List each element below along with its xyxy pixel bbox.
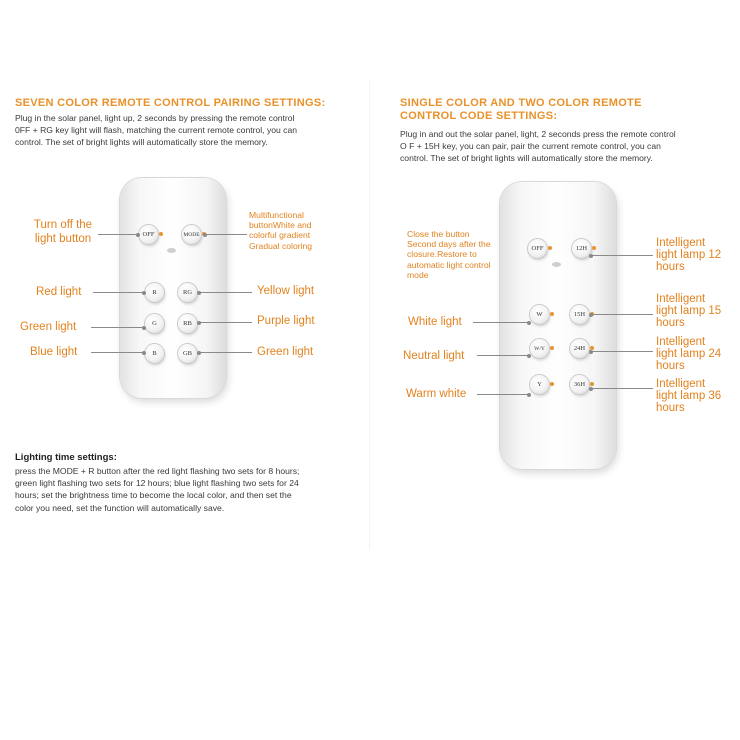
yellow-light-label: Yellow light: [257, 285, 315, 297]
green-light-label: Green light: [20, 321, 77, 333]
white-yellow-button[interactable]: W/Y: [530, 339, 549, 358]
green-leader: [91, 327, 144, 328]
purple-leader: [199, 322, 252, 323]
timing-line: hours; set the brightness time to become the local color, and then set the: [15, 490, 292, 501]
green-right-leader: [199, 352, 252, 353]
turn-off-label: Turn off the light button: [33, 219, 93, 245]
timing-line: color you need, set the function will automatically save.: [15, 502, 225, 513]
timing-title: Lighting time settings:: [15, 452, 117, 463]
lamp-15-leader: [591, 314, 653, 315]
blue-leader: [91, 352, 144, 353]
single-color-title: [400, 97, 642, 123]
lamp-24-label: Intelligent light lamp 24 hours: [656, 336, 722, 372]
ir-sensor: [552, 262, 561, 267]
paragraph-line: control. The set of bright lights will automatically store the memory.: [400, 153, 653, 164]
seven-color-remote: [120, 178, 226, 398]
single-two-color-panel: [370, 0, 740, 740]
warm-leader: [477, 394, 529, 395]
lamp-12-label: Intelligent light lamp 12 hours: [656, 237, 722, 273]
timing-paragraph: [15, 465, 365, 514]
white-light-label: White light: [408, 316, 462, 328]
paragraph-line: Plug in and out the solar panel, light, 2 seconds press the remote control: [400, 129, 676, 139]
warm-white-label: Warm white: [406, 388, 467, 400]
green-blue-button[interactable]: GB: [178, 344, 197, 363]
multifunctional-label: Multifunctional buttonWhite and colorful gradient Gradual coloring: [249, 210, 313, 251]
paragraph-line: O F + 15H key, you can pair, pair the current remote control, you can: [400, 141, 661, 152]
yellow-leader: [199, 292, 252, 293]
mode-button[interactable]: MODE: [182, 225, 201, 244]
36h-button[interactable]: 36H: [570, 375, 589, 394]
paragraph-line: Plug in the solar panel, light up, 2 seconds by pressing the remote control: [15, 113, 295, 123]
single-color-remote: [500, 182, 616, 469]
white-leader: [473, 322, 529, 323]
seven-color-paragraph: [15, 112, 365, 149]
red-button[interactable]: R: [145, 283, 164, 302]
lamp-24-leader: [591, 351, 653, 352]
red-green-button[interactable]: RG: [178, 283, 197, 302]
green-button[interactable]: G: [145, 314, 164, 333]
neutral-leader: [477, 355, 529, 356]
turn-off-leader: [98, 234, 138, 235]
ir-sensor: [167, 248, 176, 253]
purple-light-label: Purple light: [257, 315, 315, 327]
12h-button[interactable]: 12H: [572, 239, 591, 258]
lamp-36-label: Intelligent light lamp 36 hours: [656, 378, 722, 414]
lamp-15-label: Intelligent light lamp 15 hours: [656, 293, 722, 329]
blue-button[interactable]: B: [145, 344, 164, 363]
lamp-12-leader: [591, 255, 653, 256]
multifunctional-leader: [205, 234, 247, 235]
off-button[interactable]: OFF: [139, 225, 158, 244]
yellow-button[interactable]: Y: [530, 375, 549, 394]
paragraph-line: 0FF + RG key light will flash, matching the current remote control, you can: [15, 125, 298, 136]
15h-button[interactable]: 15H: [570, 305, 589, 324]
24h-button[interactable]: 24H: [570, 339, 589, 358]
red-leader: [93, 292, 144, 293]
timing-line: green light flashing two sets for 12 hours; blue light flashing two sets for 24: [15, 478, 299, 489]
close-button-label: Close the button Second days after the closure.Restore to automatic light control mode: [407, 229, 491, 280]
white-button[interactable]: W: [530, 305, 549, 324]
neutral-light-label: Neutral light: [403, 350, 465, 362]
lamp-36-leader: [591, 388, 653, 389]
green-light-right-label: Green light: [257, 346, 314, 358]
off-button[interactable]: OFF: [528, 239, 547, 258]
title-line: SINGLE COLOR AND TWO COLOR REMOTE: [400, 97, 642, 109]
seven-color-title: SEVEN COLOR REMOTE CONTROL PAIRING SETTINGS:: [15, 97, 326, 109]
title-line: CONTROL CODE SETTINGS:: [400, 110, 558, 122]
single-color-paragraph: [400, 128, 735, 165]
red-blue-button[interactable]: RB: [178, 314, 197, 333]
timing-line: press the MODE + R button after the red light flashing two sets for 8 hours;: [15, 466, 300, 476]
paragraph-line: control. The set of bright lights will automatically store the memory.: [15, 137, 268, 148]
blue-light-label: Blue light: [30, 346, 78, 358]
red-light-label: Red light: [36, 286, 82, 298]
